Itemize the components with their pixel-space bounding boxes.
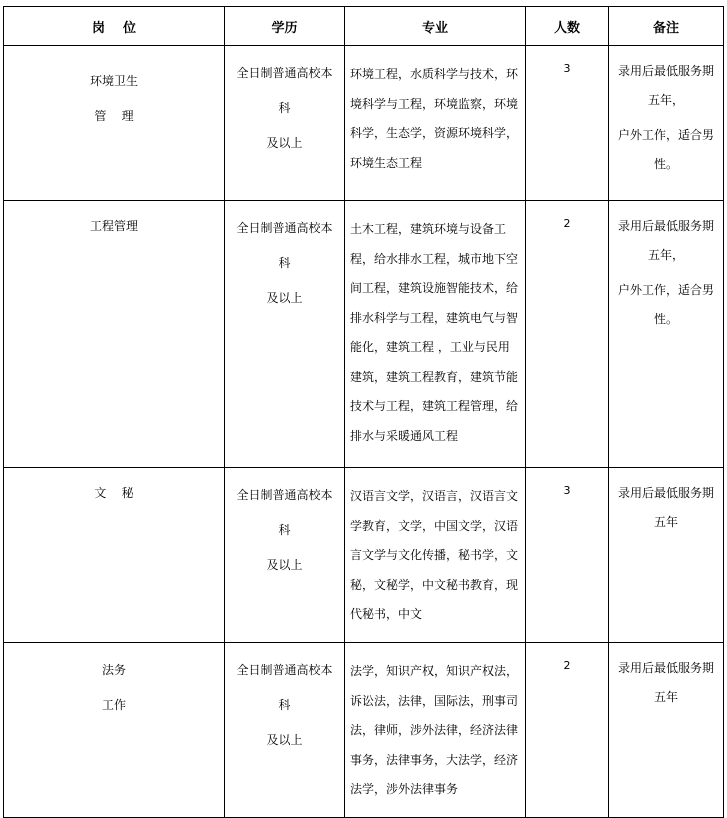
post-cell xyxy=(4,201,225,468)
education-text: 科 xyxy=(278,698,291,712)
education-cell xyxy=(225,46,345,201)
remark-text: 性。 xyxy=(653,157,678,171)
education-cell xyxy=(225,468,345,643)
education-text: 全日制普通高校本 xyxy=(236,66,333,80)
major-cell xyxy=(345,468,526,643)
education-cell xyxy=(225,201,345,468)
post-text: 管 理 xyxy=(94,109,134,123)
major-text: 汉语言文学，汉语言，汉语言文学教育，文学，中国文学，汉语言文学与文化传播，秘书学，文秘，文秘学，中文秘书教育，现代秘书，中文 xyxy=(350,489,519,621)
count-cell xyxy=(526,468,609,643)
remark-cell xyxy=(609,643,724,818)
major-cell xyxy=(345,46,526,201)
education-text: 全日制普通高校本 xyxy=(236,221,333,235)
remark-text: 五年， xyxy=(647,93,684,107)
major-text: 环境工程，水质科学与技术，环境科学与工程，环境监察，环境科学，生态学，资源环境科学，环境生态工程 xyxy=(350,67,519,170)
post-cell xyxy=(4,643,225,818)
major-cell xyxy=(345,201,526,468)
education-text: 科 xyxy=(278,256,291,270)
remark-text: 录用后最低服务期 xyxy=(617,661,714,675)
header-major: 专业 xyxy=(345,7,526,46)
remark-text: 录用后最低服务期 xyxy=(617,64,714,78)
count-text: 2 xyxy=(563,659,571,672)
education-text: 全日制普通高校本 xyxy=(236,663,333,677)
remark-cell xyxy=(609,468,724,643)
education-text: 及以上 xyxy=(266,136,303,150)
count-text: 2 xyxy=(563,217,571,230)
count-cell xyxy=(526,201,609,468)
table-row xyxy=(4,201,724,468)
count-text: 3 xyxy=(563,62,571,75)
education-text: 科 xyxy=(278,523,291,537)
post-text: 文 秘 xyxy=(94,486,134,500)
count-cell xyxy=(526,643,609,818)
count-cell xyxy=(526,46,609,201)
remark-text: 录用后最低服务期 xyxy=(617,486,714,500)
education-text: 及以上 xyxy=(266,291,303,305)
count-text: 3 xyxy=(563,484,571,497)
header-count: 人数 xyxy=(526,7,609,46)
major-cell xyxy=(345,643,526,818)
post-text: 工程管理 xyxy=(89,219,138,233)
post-text: 环境卫生 xyxy=(89,74,138,88)
education-text: 全日制普通高校本 xyxy=(236,488,333,502)
header-remark: 备注 xyxy=(609,7,724,46)
header-post: 岗 位 xyxy=(4,7,225,46)
header-education: 学历 xyxy=(225,7,345,46)
table-row xyxy=(4,468,724,643)
remark-text: 录用后最低服务期 xyxy=(617,219,714,233)
major-text: 土木工程，建筑环境与设备工程，给水排水工程，城市地下空间工程，建筑设施智能技术，给排水科学与工程，建筑电气与智能化，建筑工程 ，工业与民用建筑，建筑工程教育，建筑节能技术与工程，建筑工程管理，给排水与采暖通风工程 xyxy=(350,222,519,443)
post-text: 工作 xyxy=(101,698,126,712)
post-cell xyxy=(4,46,225,201)
major-text: 法学，知识产权，知识产权法，诉讼法，法律，国际法，刑事司法，律师，涉外法律，经济法律事务，法律事务，大法学，经济法学，涉外法律事务 xyxy=(350,664,519,796)
remark-text: 户外工作，适合男 xyxy=(617,283,714,297)
post-text: 法务 xyxy=(101,663,126,677)
table-row xyxy=(4,643,724,818)
remark-text: 性。 xyxy=(653,312,678,326)
remark-text: 户外工作，适合男 xyxy=(617,128,714,142)
remark-cell xyxy=(609,46,724,201)
post-cell xyxy=(4,468,225,643)
education-cell xyxy=(225,643,345,818)
table-row xyxy=(4,46,724,201)
remark-text: 五年 xyxy=(653,690,678,704)
remark-text: 五年 xyxy=(653,515,678,529)
remark-cell xyxy=(609,201,724,468)
recruitment-table xyxy=(3,6,724,818)
education-text: 科 xyxy=(278,101,291,115)
education-text: 及以上 xyxy=(266,733,303,747)
header-row xyxy=(4,7,724,46)
remark-text: 五年， xyxy=(647,248,684,262)
education-text: 及以上 xyxy=(266,558,303,572)
